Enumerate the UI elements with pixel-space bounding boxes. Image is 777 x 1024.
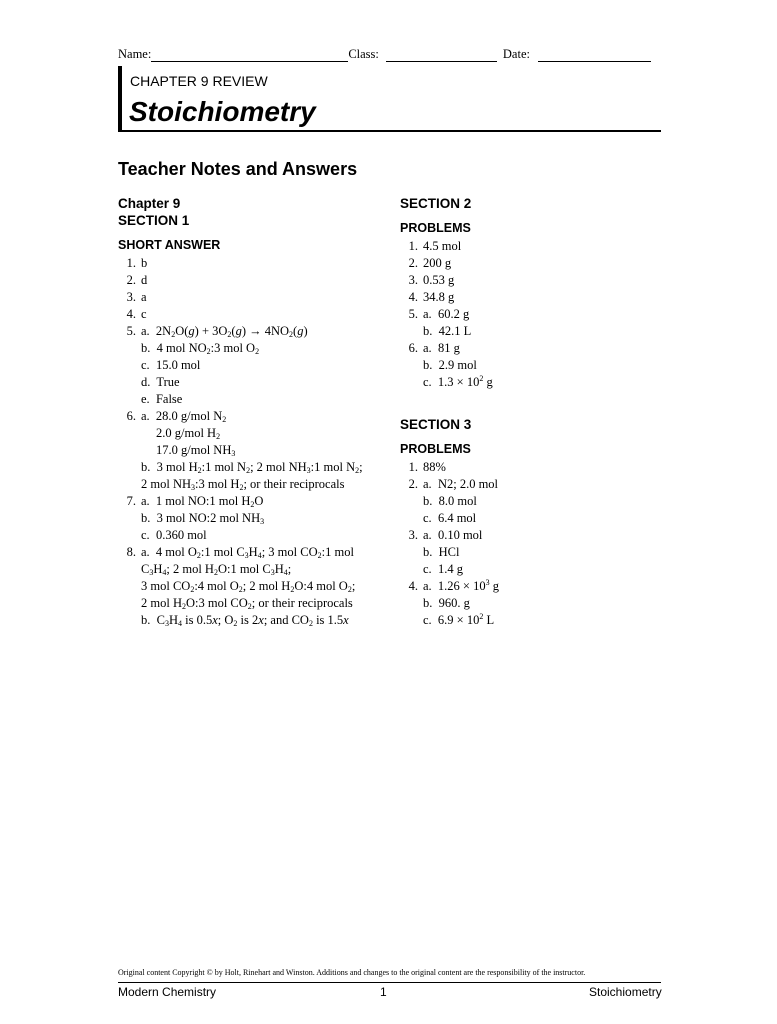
page-title: Stoichiometry [129, 96, 316, 127]
s3-answer-3c: 1.4 g [437, 562, 463, 576]
section3-heading: SECTION 3 [400, 417, 472, 432]
answer-5d: True [156, 375, 180, 389]
title-bar [118, 66, 122, 131]
s2-answer-5b: 42.1 L [438, 324, 472, 338]
footer-page-number: 1 [380, 985, 387, 999]
answer-7b: b. 3 mol NO:2 mol $NH_3$ [141, 511, 265, 526]
s3-answer-3b: HCl [438, 545, 460, 559]
answer-8b: b. $C_3H_4$ is 0.5x; $O_2$ is 2x; and $CO_2$ is 1.5x [141, 613, 349, 628]
s2-answer-6a: 81 g [437, 341, 460, 355]
answer-6a-nh3: 17.0 g/mol $NH_3$ [156, 443, 236, 458]
s2-answer-2: 200 g [423, 256, 452, 270]
section3-problems-heading: PROBLEMS [400, 442, 471, 456]
answer-8a-cont3: 2 mol $H_2O:3$ mol $CO_2$; or their reciprocals [141, 596, 353, 611]
answer-4: c [141, 307, 147, 321]
class-blank [386, 48, 497, 62]
s2-answer-4: 34.8 g [423, 290, 455, 304]
title-rule [118, 130, 661, 132]
notes-heading: Teacher Notes and Answers [118, 159, 358, 179]
s2-answer-1: 4.5 mol [423, 239, 462, 253]
answer-1: b [141, 256, 148, 270]
short-answer-heading: SHORT ANSWER [118, 238, 221, 252]
footer-book-title: Modern Chemistry [118, 985, 217, 999]
s3-answer-3a: 0.10 mol [437, 528, 483, 542]
answer-5c: 15.0 mol [155, 358, 201, 372]
chapter-heading: Chapter 9 [118, 196, 181, 211]
s2-answer-3: 0.53 g [423, 273, 455, 287]
name-label: Name: [118, 47, 152, 61]
section2-problems-heading: PROBLEMS [400, 221, 471, 235]
answer-6a-h2: 2.0 g/mol $H_2$ [156, 426, 221, 441]
answer-6b: b. 3 mol $H_2:1$ mol $N_2$; 2 mol $NH_3:1$ mol $N_2$; [141, 460, 363, 475]
s2-answer-5a: 60.2 g [437, 307, 470, 321]
footer-rule [118, 982, 661, 983]
date-label: Date: [502, 47, 530, 61]
answer-6b-cont: 2 mol $NH_3:3$ mol $H_2$; or their reciprocals [141, 477, 345, 492]
class-label: Class: [348, 47, 379, 61]
answer-5b: b. 4 mol $NO_2:3$ mol $O_2$ [141, 341, 260, 356]
answer-8a-cont2: 3 mol $CO_2:4$ mol $O_2$; 2 mol $H_2O:4$ mol $O_2$; [141, 579, 356, 594]
answer-5e: False [155, 392, 183, 406]
section3-list: 1. 88% 2. a. N2; 2.0 mol b. 8.0 mol c. 6.4 mol 3. a. 0.10 mol b. HCl c. 1.4 g 4. a. $1.26 \times 10^3$ g b. 960. g c. $6.9 \times 10^2$ L [408, 460, 499, 627]
name-blank [151, 48, 348, 62]
answer-8a-cont1: $C_3H_4$; 2 mol $H_2O:1$ mol $C_3H_4$; [141, 562, 292, 577]
section1-heading: SECTION 1 [118, 213, 190, 228]
s3-answer-2c: 6.4 mol [437, 511, 477, 525]
short-answer-list: 1. b 2. d 3. a 4. c 5. a. $2N_2O(g) + 3O_2(g) \to 4NO_2(g)$ b. 4 mol $NO_2:3$ mol $O_2$ c. 15.0 mol d. True e. False 6. a. 28.0 g/mol $N_2$ 2.0 g/mol $H_2$ 17.0 g/mol $NH_3$ b. 3 mol $H_2:1$ mol $N_2$; 2 mol $NH_3:1$ mol $N_2$; 2 mol $NH_3:3$ mol $H_2$; or their reciprocals 7. a. 1 mol NO:1 mol $H_2O$ b. 3 mol NO:2 mol $NH_3$ c. 0.360 mol 8. a. 4 mol $O_2:1$ mol $C_3H_4$; 3 mol $CO_2:1$ mol $C_3H_4$; 2 mol $H_2O:1$ mol $C_3H_4$; 3 mol $CO_2:4$ mol $O_2$; 2 mol $H_2O:4$ mol $O_2$; 2 mol $H_2O:3$ mol $CO_2$; or their reciprocals b. $C_3H_4$ is 0.5x; $O_2$ is 2x; and $CO_2$ is 1.5x [126, 256, 363, 628]
section2-list: 1. 4.5 mol 2. 200 g 3. 0.53 g 4. 34.8 g 5. a. 60.2 g b. 42.1 L 6. a. 81 g b. 2.9 mol c. $1.3 \times 10^2$ g [408, 239, 493, 389]
footer-chapter-title: Stoichiometry [589, 985, 662, 999]
section2-heading: SECTION 2 [400, 196, 472, 211]
s3-answer-2a: N2; 2.0 mol [437, 477, 499, 491]
answer-2: d [141, 273, 148, 287]
header-row [118, 47, 663, 65]
s3-answer-1: 88% [423, 460, 446, 474]
s3-answer-2b: 8.0 mol [438, 494, 477, 508]
s2-answer-6b: 2.9 mol [438, 358, 477, 372]
s3-answer-4b: 960. g [438, 596, 470, 610]
answer-7c: 0.360 mol [155, 528, 207, 542]
s2-answer-6c: c. $1.3 \times 10^2$ g [423, 374, 493, 389]
footer-copyright: Original content Copyright © by Holt, Rinehart and Winston. Additions and changes to the original content are the responsibility of the instructor. [118, 968, 586, 977]
chapter-label: CHAPTER 9 REVIEW [130, 73, 268, 89]
date-blank [538, 48, 651, 62]
answer-3: a [141, 290, 147, 304]
s3-answer-4c: c. $6.9 \times 10^2$ L [423, 612, 495, 627]
